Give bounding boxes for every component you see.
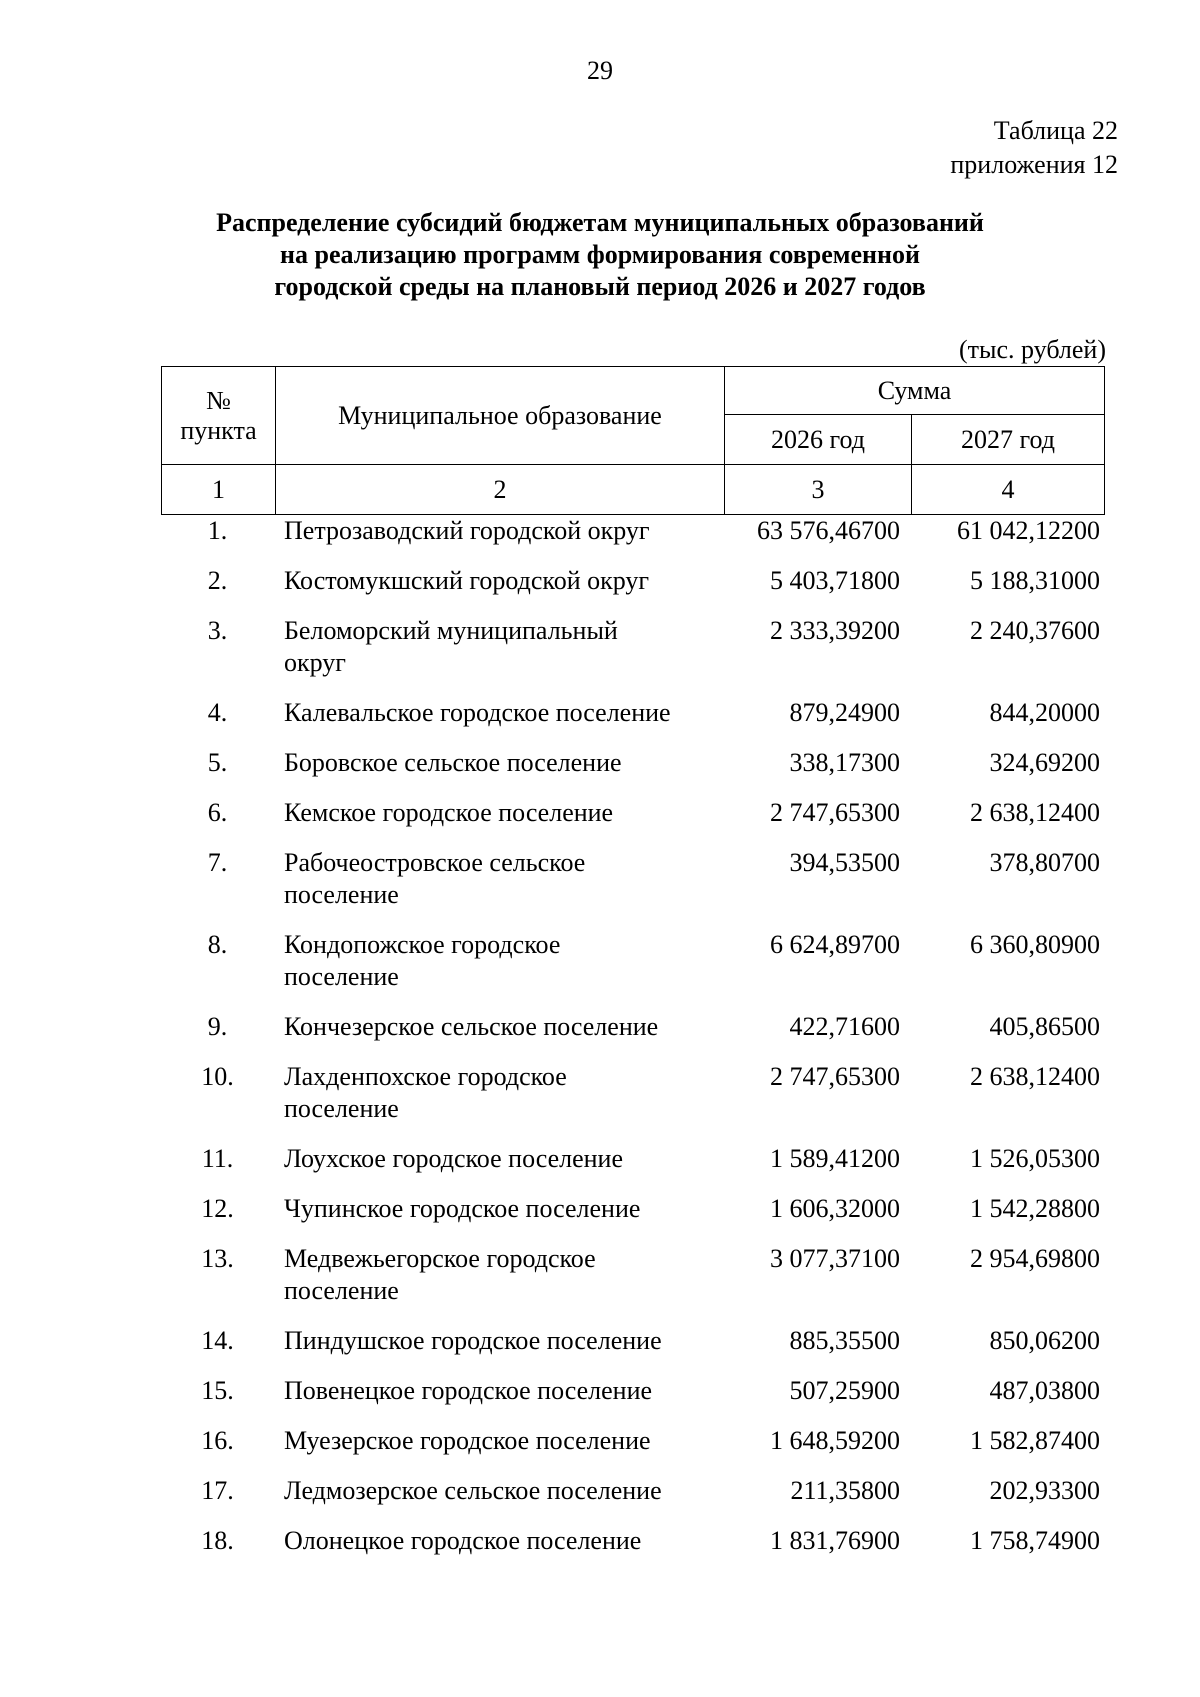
page-number: 29 bbox=[587, 56, 613, 85]
municipality-name-line1: Чупинское городское поселение bbox=[284, 1194, 641, 1223]
row-number: 15. bbox=[201, 1376, 234, 1405]
title-line3: городской среды на плановый период 2026 и 2027 годов bbox=[274, 272, 926, 301]
table-row bbox=[161, 929, 1104, 993]
table-row bbox=[161, 1375, 1104, 1407]
table-reference-line1: Таблица 22 bbox=[993, 116, 1118, 145]
municipality-name bbox=[274, 1525, 722, 1557]
municipality-name-line1: Лоухское городское поселение bbox=[284, 1144, 624, 1173]
municipality-name bbox=[274, 697, 722, 729]
row-number: 2. bbox=[207, 566, 228, 595]
title-line1: Распределение субсидий бюджетам муниципальных образований bbox=[216, 208, 984, 237]
municipality-name-line1: Олонецкое городское поселение bbox=[284, 1526, 642, 1555]
municipality-name bbox=[274, 565, 722, 597]
column-index-1: 1 bbox=[162, 465, 276, 515]
amount-2027: 850,06200 bbox=[989, 1326, 1100, 1355]
municipality-name-line1: Кемское городское поселение bbox=[284, 798, 614, 827]
municipality-name bbox=[274, 615, 722, 679]
municipality-name-line1: Беломорский муниципальный bbox=[284, 616, 618, 645]
header-sum: Сумма bbox=[725, 367, 1105, 415]
table-row bbox=[161, 1243, 1104, 1307]
municipality-name-line1: Кондопожское городское bbox=[284, 930, 561, 959]
table-reference-line2: приложения 12 bbox=[950, 150, 1118, 179]
amount-2026: 1 831,76900 bbox=[770, 1526, 900, 1555]
municipality-name bbox=[274, 747, 722, 779]
row-number: 17. bbox=[201, 1476, 234, 1505]
table-row bbox=[161, 565, 1104, 597]
table-row bbox=[161, 797, 1104, 829]
municipality-name bbox=[274, 797, 722, 829]
row-number: 5. bbox=[207, 748, 228, 777]
amount-2027: 202,93300 bbox=[989, 1476, 1100, 1505]
municipality-name bbox=[274, 1061, 722, 1125]
table-row bbox=[161, 1193, 1104, 1225]
municipality-name-line1: Ледмозерское сельское поселение bbox=[284, 1476, 662, 1505]
amount-2027: 6 360,80900 bbox=[970, 930, 1100, 959]
table-row bbox=[161, 1325, 1104, 1357]
municipality-name-line1: Медвежьегорское городское bbox=[284, 1244, 596, 1273]
amount-2026: 338,17300 bbox=[789, 748, 900, 777]
table-header bbox=[161, 366, 1105, 515]
amount-2026: 507,25900 bbox=[789, 1376, 900, 1405]
amount-2027: 2 954,69800 bbox=[970, 1244, 1100, 1273]
table-row bbox=[161, 1425, 1104, 1457]
table-row bbox=[161, 1143, 1104, 1175]
row-number: 3. bbox=[207, 616, 228, 645]
municipality-name-line1: Костомукшский городской округ bbox=[284, 566, 650, 595]
header-number-sign: № bbox=[206, 385, 231, 415]
table-row bbox=[161, 847, 1104, 911]
column-index-2: 2 bbox=[276, 465, 725, 515]
table-row bbox=[161, 1011, 1104, 1043]
municipality-name-line1: Лахденпохское городское bbox=[284, 1062, 567, 1091]
header-number-word: пункта bbox=[180, 415, 257, 445]
municipality-name-line1: Муезерское городское поселение bbox=[284, 1426, 651, 1455]
amount-2026: 63 576,46700 bbox=[757, 516, 900, 545]
amount-2027: 61 042,12200 bbox=[957, 516, 1100, 545]
amount-2027: 1 758,74900 bbox=[970, 1526, 1100, 1555]
amount-2026: 885,35500 bbox=[789, 1326, 900, 1355]
amount-2026: 879,24900 bbox=[789, 698, 900, 727]
municipality-name-line1: Боровское сельское поселение bbox=[284, 748, 622, 777]
table-row bbox=[161, 1525, 1104, 1557]
row-number: 13. bbox=[201, 1244, 234, 1273]
amount-2027: 378,80700 bbox=[989, 848, 1100, 877]
column-index-4: 4 bbox=[912, 465, 1105, 515]
municipality-name bbox=[274, 1011, 722, 1043]
amount-2026: 2 747,65300 bbox=[770, 1062, 900, 1091]
municipality-name-line2: поселение bbox=[284, 880, 399, 909]
row-number: 8. bbox=[207, 930, 228, 959]
municipality-name-line2: поселение bbox=[284, 1276, 399, 1305]
amount-2027: 1 582,87400 bbox=[970, 1426, 1100, 1455]
municipality-name bbox=[274, 1475, 722, 1507]
municipality-name bbox=[274, 1243, 722, 1307]
amount-2027: 5 188,31000 bbox=[970, 566, 1100, 595]
amount-2027: 2 638,12400 bbox=[970, 798, 1100, 827]
municipality-name-line1: Калевальское городское поселение bbox=[284, 698, 671, 727]
amount-2027: 487,03800 bbox=[989, 1376, 1100, 1405]
municipality-name bbox=[274, 847, 722, 911]
document-title bbox=[0, 207, 1200, 303]
amount-2026: 1 589,41200 bbox=[770, 1144, 900, 1173]
municipality-name-line2: округ bbox=[284, 648, 346, 677]
table-row bbox=[161, 515, 1104, 547]
municipality-name bbox=[274, 1325, 722, 1357]
amount-2026: 3 077,37100 bbox=[770, 1244, 900, 1273]
table-row bbox=[161, 1475, 1104, 1507]
row-number: 16. bbox=[201, 1426, 234, 1455]
amount-2027: 844,20000 bbox=[989, 698, 1100, 727]
row-number: 6. bbox=[207, 798, 228, 827]
amount-2027: 2 240,37600 bbox=[970, 616, 1100, 645]
row-number: 11. bbox=[201, 1144, 234, 1173]
amount-2026: 2 747,65300 bbox=[770, 798, 900, 827]
row-number: 7. bbox=[207, 848, 228, 877]
header-municipality: Муниципальное образование bbox=[276, 367, 725, 465]
municipality-name-line1: Повенецкое городское поселение bbox=[284, 1376, 653, 1405]
municipality-name-line1: Рабочеостровское сельское bbox=[284, 848, 586, 877]
amount-2026: 6 624,89700 bbox=[770, 930, 900, 959]
amount-2027: 1 526,05300 bbox=[970, 1144, 1100, 1173]
row-number: 9. bbox=[207, 1012, 228, 1041]
table-row bbox=[161, 747, 1104, 779]
header-number-cell bbox=[162, 367, 276, 465]
row-number: 12. bbox=[201, 1194, 234, 1223]
municipality-name bbox=[274, 1375, 722, 1407]
table-row bbox=[161, 697, 1104, 729]
municipality-name bbox=[274, 515, 722, 547]
municipality-name-line2: поселение bbox=[284, 962, 399, 991]
row-number: 14. bbox=[201, 1326, 234, 1355]
row-number: 18. bbox=[201, 1526, 234, 1555]
amount-2027: 324,69200 bbox=[989, 748, 1100, 777]
column-index-3: 3 bbox=[725, 465, 912, 515]
row-number: 10. bbox=[201, 1062, 234, 1091]
amount-2026: 1 648,59200 bbox=[770, 1426, 900, 1455]
table-body bbox=[161, 515, 1104, 1575]
table-reference bbox=[818, 114, 1118, 182]
amount-2026: 394,53500 bbox=[789, 848, 900, 877]
municipality-name bbox=[274, 1143, 722, 1175]
municipality-name-line2: поселение bbox=[284, 1094, 399, 1123]
amount-2026: 211,35800 bbox=[790, 1476, 900, 1505]
row-number: 4. bbox=[207, 698, 228, 727]
header-year-2027: 2027 год bbox=[912, 415, 1105, 465]
municipality-name bbox=[274, 1425, 722, 1457]
amount-2026: 1 606,32000 bbox=[770, 1194, 900, 1223]
amount-2027: 2 638,12400 bbox=[970, 1062, 1100, 1091]
amount-2026: 422,71600 bbox=[789, 1012, 900, 1041]
table-row bbox=[161, 1061, 1104, 1125]
amount-2027: 1 542,28800 bbox=[970, 1194, 1100, 1223]
municipality-name-line1: Кончезерское сельское поселение bbox=[284, 1012, 659, 1041]
row-number: 1. bbox=[207, 516, 228, 545]
municipality-name bbox=[274, 1193, 722, 1225]
unit-label: (тыс. рублей) bbox=[958, 335, 1106, 364]
header-year-2026: 2026 год bbox=[725, 415, 912, 465]
table-row bbox=[161, 615, 1104, 679]
title-line2: на реализацию программ формирования современной bbox=[280, 240, 920, 269]
amount-2027: 405,86500 bbox=[989, 1012, 1100, 1041]
municipality-name bbox=[274, 929, 722, 993]
amount-2026: 5 403,71800 bbox=[770, 566, 900, 595]
municipality-name-line1: Петрозаводский городской округ bbox=[284, 516, 650, 545]
amount-2026: 2 333,39200 bbox=[770, 616, 900, 645]
municipality-name-line1: Пиндушское городское поселение bbox=[284, 1326, 662, 1355]
